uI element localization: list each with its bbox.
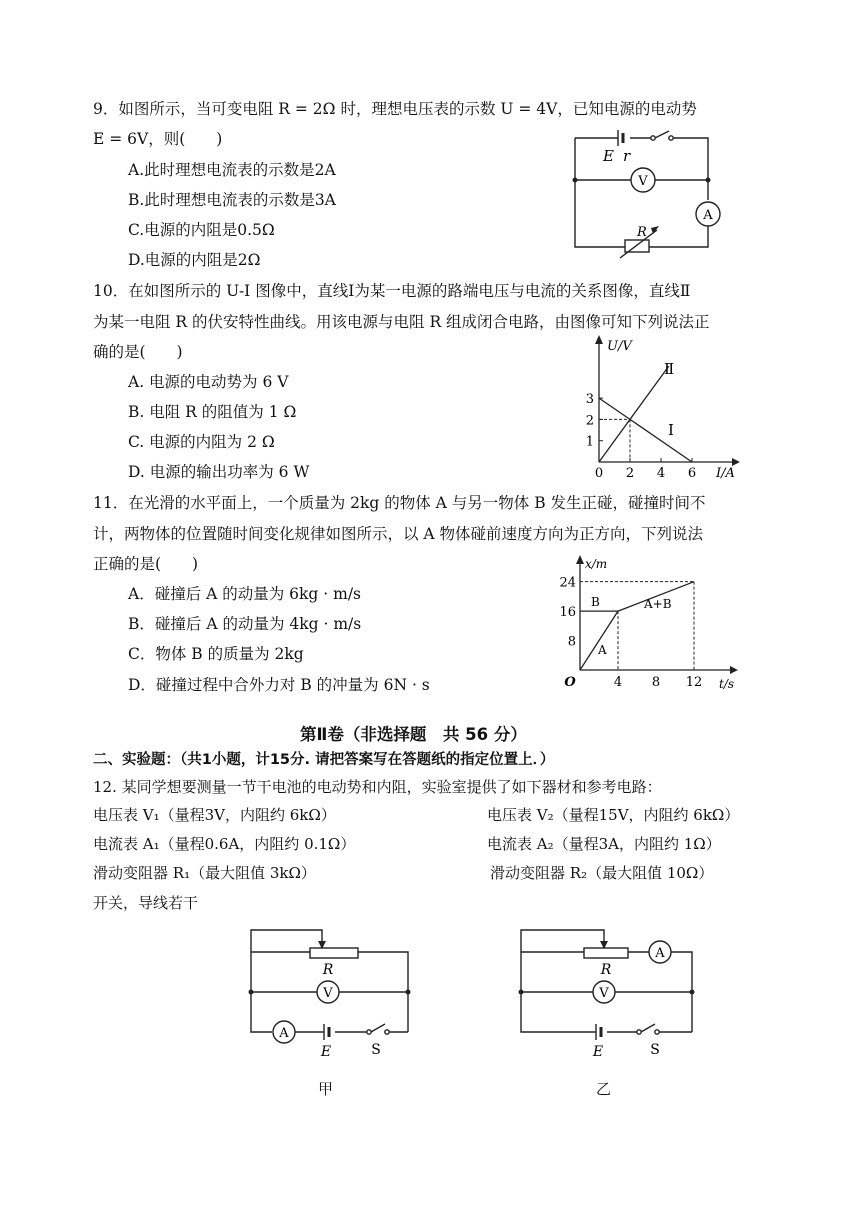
y-tick-label: 16 — [559, 605, 576, 621]
yi-ammeter-label: A — [655, 946, 665, 961]
x-tick-label: 4 — [656, 466, 666, 481]
x-tick-label: 4 — [613, 675, 623, 690]
series-label-a: A — [598, 643, 607, 657]
x-axis-label: t/s — [719, 677, 735, 691]
y-axis-arrow — [576, 555, 584, 564]
series-label-1: Ⅰ — [668, 421, 674, 439]
q10-line1: 10．在如图所示的 U-I 图像中，直线Ⅰ为某一电源的路端电压与电流的关系图像，直线Ⅱ — [93, 282, 691, 300]
caption-jia: 甲 — [318, 1080, 334, 1098]
x-axis-arrow — [730, 666, 738, 674]
jia-label-R: R — [322, 962, 334, 978]
series-label-ab: A+B — [644, 597, 672, 611]
x-tick-label: 12 — [685, 675, 703, 690]
y-axis-label: x/m — [585, 557, 608, 571]
yi-label-S: S — [650, 1042, 660, 1058]
q10-line3: 确的是( ) — [93, 343, 183, 361]
y-axis-label: U/V — [607, 339, 632, 354]
series-line-1 — [580, 611, 618, 670]
y-tick-label: 24 — [559, 575, 576, 591]
y-tick-label: 1 — [585, 434, 594, 450]
equip-r1: 滑动变阻器 R₁（最大阻值 3kΩ） — [93, 864, 316, 882]
q10-option-d: D. 电源的输出功率为 6 W — [128, 463, 310, 481]
q11-line3: 正确的是( ) — [93, 555, 199, 573]
yi-label-E: E — [592, 1044, 604, 1060]
equip-a2: 电流表 A₂（量程3A，内阻约 1Ω） — [487, 835, 721, 853]
q11-option-c: C．物体 B 的质量为 2kg — [128, 645, 304, 663]
ui-graph-chart — [580, 332, 760, 482]
x-axis-arrow — [732, 458, 740, 466]
q9-option-c: C.电源的内阻是0.5Ω — [128, 221, 275, 239]
y-axis-arrow — [595, 335, 603, 344]
equip-a1: 电流表 A₁（量程0.6A，内阻约 0.1Ω） — [93, 835, 356, 853]
y-tick-label: 3 — [585, 392, 594, 408]
yi-voltmeter-label: V — [599, 986, 609, 1001]
series-line-1 — [599, 398, 692, 462]
section2-title: 第Ⅱ卷（非选择题 共 56 分） — [300, 725, 527, 744]
x-tick-label: 2 — [625, 466, 635, 481]
equip-v1: 电压表 V₁（量程3V，内阻约 6kΩ） — [93, 806, 336, 824]
q11-option-b: B．碰撞后 A 的动量为 4kg · m/s — [128, 615, 362, 633]
section2-subtitle: 二、实验题：（共1小题，计15分. 请把答案写在答题纸的指定位置上．） — [93, 752, 555, 768]
q9-circuit-diagram — [565, 122, 725, 262]
x-tick-label: O — [564, 675, 576, 690]
equip-r2: 滑动变阻器 R₂（最大阻值 10Ω） — [490, 864, 714, 882]
jia-ammeter-label: A — [279, 1026, 289, 1041]
q10-option-b: B. 电阻 R 的阻值为 1 Ω — [128, 403, 297, 421]
q9-line1: 9．如图所示，当可变电阻 R = 2Ω 时，理想电压表的示数 U = 4V，已知电源的电动势 — [93, 100, 697, 118]
label-R: R — [637, 225, 647, 240]
voltmeter-label: V — [638, 174, 648, 189]
jia-label-S: S — [371, 1042, 381, 1058]
q9-option-d: D.电源的内阻是2Ω — [128, 251, 261, 269]
q11-line1: 11．在光滑的水平面上，一个质量为 2kg 的物体 A 与另一物体 B 发生正碰，碰撞时间不 — [93, 494, 706, 512]
x-tick-label: 0 — [594, 466, 604, 481]
jia-label-E: E — [320, 1044, 332, 1060]
series-line-2 — [599, 366, 669, 462]
y-tick-label: 8 — [567, 634, 576, 650]
xt-graph-chart — [555, 552, 755, 692]
q10-option-a: A. 电源的电动势为 6 V — [128, 373, 289, 391]
x-tick-label: 8 — [651, 675, 661, 690]
caption-yi: 乙 — [596, 1080, 612, 1098]
circuit-yi-diagram — [510, 922, 705, 1062]
x-axis-label: I/A — [716, 466, 735, 481]
q9-option-a: A.此时理想电流表的示数是2A — [128, 161, 336, 179]
jia-voltmeter-label: V — [323, 986, 333, 1001]
q11-option-d: D．碰撞过程中合外力对 B 的冲量为 6N · s — [128, 676, 430, 694]
x-tick-label: 6 — [687, 466, 697, 481]
yi-label-R: R — [600, 962, 612, 978]
series-label-2: Ⅱ — [664, 360, 675, 378]
series-label-b: B — [591, 595, 600, 609]
circuit-jia-diagram — [240, 922, 420, 1062]
q11-option-a: A．碰撞后 A 的动量为 6kg · m/s — [128, 585, 362, 603]
equip-extra: 开关，导线若干 — [93, 894, 199, 912]
label-r: r — [623, 147, 631, 165]
q9-line2: E = 6V，则( ) — [93, 130, 223, 148]
q10-line2: 为某一电阻 R 的伏安特性曲线。用该电源与电阻 R 组成闭合电路，由图像可知下列说法正 — [93, 313, 710, 331]
q12-intro: 12. 某同学想要测量一节干电池的电动势和内阻，实验室提供了如下器材和参考电路： — [93, 778, 662, 796]
ammeter-label: A — [703, 208, 713, 223]
label-e: E — [603, 147, 614, 165]
y-tick-label: 2 — [585, 413, 594, 429]
q9-option-b: B.此时理想电流表的示数是3A — [128, 191, 336, 209]
q11-line2: 计，两物体的位置随时间变化规律如图所示，以 A 物体碰前速度方向为正方向，下列说法 — [93, 525, 704, 543]
q10-option-c: C. 电源的内阻为 2 Ω — [128, 433, 275, 451]
equip-v2: 电压表 V₂（量程15V，内阻约 6kΩ） — [487, 806, 740, 824]
